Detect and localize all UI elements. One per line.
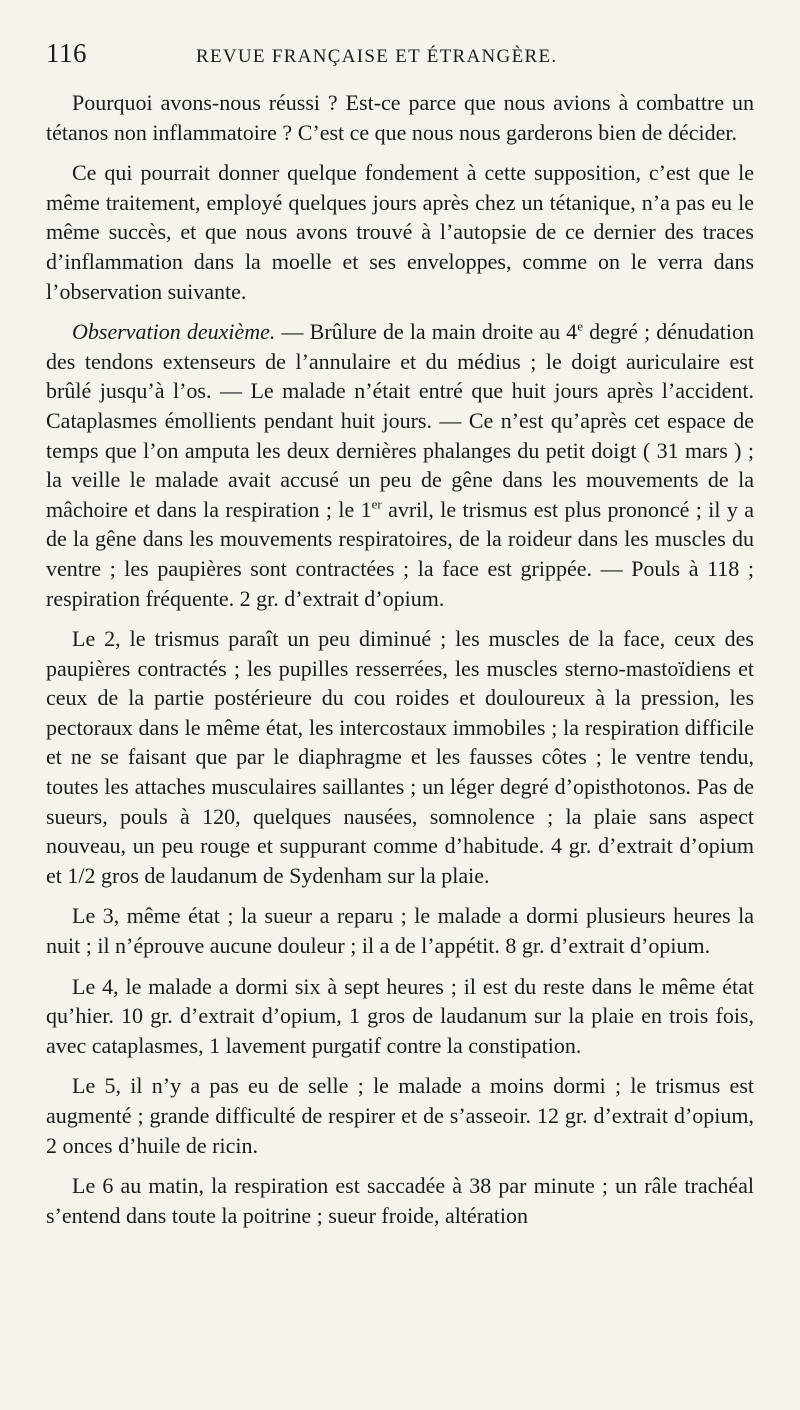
paragraph-5: Le 3, même état ; la sueur a reparu ; le malade a dormi plusieurs heures la nuit ; il n’éprouve aucune douleur ; il a de l’appétit. 8 gr. d’extrait d’opium. [46,903,754,959]
paragraph-3-part-c: avril, le trismus est plus prononcé ; il y a de la gêne dans les mouvements respiratoires, de la roideur dans les muscles du ventre ; les paupières sont contractées ; la face est grippée. — Pouls à 118 ; respiration fréquente. 2 gr. d’extrait d’opium. [46,496,754,611]
page-number: 116 [46,38,87,68]
paragraph-4: Le 2, le trismus paraît un peu diminué ; les muscles de la face, ceux des paupières contractés ; les pupilles resserrées, les muscles sterno-mastoïdiens et ceux de la partie postérieure du cou roides et douloureux à la pression, les pectoraux dans le même état, les intercostaux immobiles ; la respiration difficile et ne se faisant que par le diaphragme et les fausses côtes ; le ventre tendu, toutes les attaches musculaires saillantes ; un léger degré d’opisthotonos. Pas de sueurs, pouls à 120, quelques nausées, somnolence ; la plaie sans aspect nouveau, un peu rouge et suppurant comme d’habitude. 4 gr. d’extrait d’opium et 1/2 gros de laudanum de Sydenham sur la plaie. [46,626,754,888]
paragraph-3-part-b: degré ; dénudation des tendons extenseurs de l’annulaire et du médius ; le doigt auriculaire est brûlé jusqu’à l’os. — Le malade n’était entré que huit jours après l’accident. Cataplasmes émollients pendant huit jours. — Ce n’est qu’après cet espace de temps que l’on amputa les deux dernières phalanges du petit doigt ( 31 mars ) ; la veille le malade avait accusé un peu de gêne dans les mouvements de la mâchoire et dans la respiration ; le 1 [46,319,754,522]
paragraph-7: Le 5, il n’y a pas eu de selle ; le malade a moins dormi ; le trismus est augmenté ; grande difficulté de respirer et de s’asseoir. 12 gr. d’extrait d’opium, 2 onces d’huile de ricin. [46,1073,754,1158]
ordinal-superscript: er [371,496,382,512]
ordinal-superscript: e [577,318,583,334]
page-header [46,38,754,78]
paragraph-3-part-a: — Brûlure de la main droite au 4 [275,319,578,345]
paragraph-2: Ce qui pourrait donner quelque fondement à cette supposition, c’est que le même traitement, employé quelques jours après chez un tétanique, n’a pas eu le même succès, et que nous avons trouvé à l’autopsie de ce dernier des traces d’inflammation dans la moelle et ses enveloppes, comme on le verra dans l’observation suivante. [46,160,754,304]
paragraph-1: Pourquoi avons-nous réussi ? Est-ce parce que nous avions à combattre un tétanos non inflammatoire ? C’est ce que nous nous garderons bien de décider. [46,90,754,145]
paragraph-8: Le 6 au matin, la respiration est saccadée à 38 par minute ; un râle trachéal s’entend dans toute la poitrine ; sueur froide, altération [46,1173,754,1228]
paragraph-3 [46,317,754,613]
page-body [46,88,754,1230]
observation-title: Observation deuxième. [72,319,276,345]
running-head: REVUE FRANÇAISE ET ÉTRANGÈRE. [196,46,558,67]
paragraph-6: Le 4, le malade a dormi six à sept heures ; il est du reste dans le même état qu’hier. 10 gr. d’extrait d’opium, 1 gros de laudanum sur la plaie en trois fois, avec cataplasmes, 1 lavement purgatif contre la constipation. [46,973,754,1058]
